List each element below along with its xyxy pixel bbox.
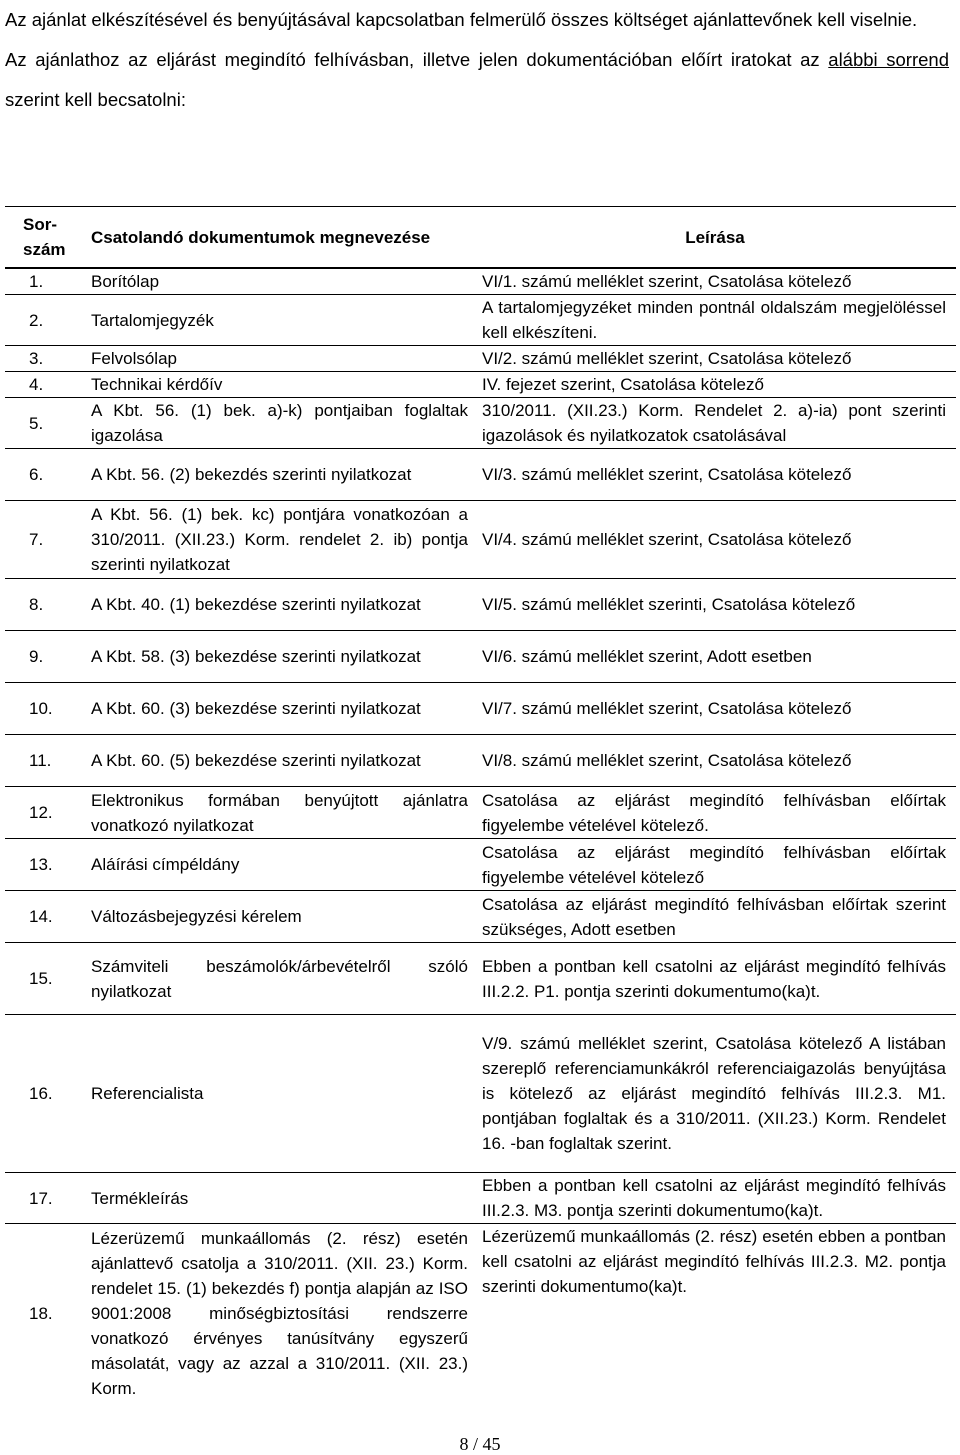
documents-table <box>5 206 956 1404</box>
page-number: 8 / 45 <box>459 1434 501 1454</box>
intro-paragraph-1: Az ajánlat elkészítésével és benyújtásával kapcsolatban felmerülő összes költséget ajánlattevőnek kell viselnie. <box>5 9 918 30</box>
row-description: VI/8. számú melléklet szerint, Csatolása kötelező <box>482 751 852 770</box>
intro-paragraph-2-start: Az ajánlathoz az eljárást megindító felhívásban, illetve jelen dokumentációban előírt iratokat az <box>5 49 829 70</box>
intro-text <box>5 0 949 120</box>
row-description: Csatolása az eljárást megindító felhívásban előírtak figyelembe vételével kötelező. <box>482 790 946 835</box>
row-number: 10. <box>29 699 53 718</box>
intro-paragraph-2-end: szerint kell becsatolni: <box>5 89 186 110</box>
row-description: VI/1. számú melléklet szerint, Csatolása kötelező <box>482 272 852 291</box>
row-document-name: Tartalomjegyzék <box>91 310 214 330</box>
header-serial-number: Sor-szám <box>5 207 77 269</box>
row-description: Ebben a pontban kell csatolni az eljárást megindító felhívás III.2.3. M3. pontja szerinti dokumentumo(ka)t. <box>482 1176 946 1220</box>
header-document-name: Csatolandó dokumentumok megnevezése <box>77 207 474 269</box>
row-description: VI/4. számú melléklet szerint, Csatolása kötelező <box>482 530 852 549</box>
table-row <box>5 579 956 631</box>
row-description: V/9. számú melléklet szerint, Csatolása kötelező A listában szereplő referenciamunkákról referenciaigazolás benyújtása is kötelező az eljárást megindító felhívás III.2.3. M1. pontjában foglaltak és a 310/2011. (XII.23.) Korm. Rendelet 16. -ban foglaltak szerint. <box>482 1034 946 1153</box>
row-number: 6. <box>29 465 44 484</box>
table-row <box>5 891 956 943</box>
row-number: 15. <box>29 969 53 988</box>
header-description: Leírása <box>474 207 956 269</box>
row-number: 13. <box>29 855 53 874</box>
table-row <box>5 268 956 295</box>
row-number: 18. <box>29 1304 53 1324</box>
row-number: 8. <box>29 595 44 614</box>
table-row <box>5 501 956 579</box>
table-row <box>5 346 956 372</box>
row-document-name: A Kbt. 56. (2) bekezdés szerinti nyilatkozat <box>91 465 412 484</box>
row-document-name: Számviteli beszámolók/árbevételről szóló nyilatkozat <box>91 956 468 1001</box>
row-document-name: A Kbt. 60. (5) bekezdése szerinti nyilatkozat <box>91 751 421 770</box>
row-number: 11. <box>29 751 52 770</box>
row-document-name: Felvolsólap <box>91 349 177 368</box>
row-document-name: A Kbt. 40. (1) bekezdése szerinti nyilatkozat <box>91 595 421 614</box>
row-document-name: A Kbt. 56. (1) bek. a)-k) pontjaiban foglaltak igazolása <box>91 401 468 445</box>
row-description: VI/3. számú melléklet szerint, Csatolása kötelező <box>482 465 852 484</box>
row-description: IV. fejezet szerint, Csatolása kötelező <box>482 375 764 394</box>
row-document-name: Termékleírás <box>91 1188 189 1208</box>
row-number: 14. <box>29 907 53 926</box>
table-row <box>5 683 956 735</box>
table-row <box>5 372 956 398</box>
table-row <box>5 398 956 449</box>
row-description: VI/7. számú melléklet szerint, Csatolása kötelező <box>482 699 852 718</box>
row-description: Csatolása az eljárást megindító felhívásban előírtak figyelembe vételével kötelező <box>482 842 946 887</box>
table-row <box>5 839 956 891</box>
table-row <box>5 1173 956 1224</box>
table-row <box>5 1015 956 1173</box>
row-number: 9. <box>29 647 44 666</box>
row-description: VI/5. számú melléklet szerinti, Csatolása kötelező <box>482 595 856 614</box>
row-description: Csatolása az eljárást megindító felhívásban előírtak szerint szükséges, Adott esetben <box>482 894 946 939</box>
table-row <box>5 1224 956 1404</box>
row-number: 3. <box>29 349 44 368</box>
row-description: VI/6. számú melléklet szerint, Adott esetben <box>482 647 812 666</box>
row-document-name: Referencialista <box>91 1084 204 1103</box>
row-document-name: Elektronikus formában benyújtott ajánlatra vonatkozó nyilatkozat <box>91 790 468 835</box>
row-document-name: Változásbejegyzési kérelem <box>91 907 302 926</box>
row-document-name: Technikai kérdőív <box>91 375 223 394</box>
table-row <box>5 449 956 501</box>
row-number: 12. <box>29 803 53 822</box>
row-document-name: Borítólap <box>91 272 160 291</box>
row-document-name: A Kbt. 58. (3) bekezdése szerinti nyilatkozat <box>91 647 421 666</box>
row-number: 16. <box>29 1084 53 1103</box>
row-description: VI/2. számú melléklet szerint, Csatolása kötelező <box>482 349 852 368</box>
row-document-name: A Kbt. 56. (1) bek. kc) pontjára vonatkozóan a 310/2011. (XII.23.) Korm. rendelet 2. ib) pontja szerinti nyilatkozat <box>91 505 468 574</box>
table-header-row <box>5 207 956 269</box>
intro-paragraph-2-underlined: alábbi sorrend <box>828 49 949 70</box>
table-row <box>5 787 956 839</box>
row-number: 5. <box>29 413 44 433</box>
row-description: 310/2011. (XII.23.) Korm. Rendelet 2. a)-ia) pont szerinti igazolások és nyilatkozatok csatolásával <box>482 401 946 445</box>
row-number: 7. <box>29 530 44 549</box>
row-document-name: A Kbt. 60. (3) bekezdése szerinti nyilatkozat <box>91 699 421 718</box>
row-description: Lézerüzemű munkaállomás (2. rész) esetén ebben a pontban kell csatolni az eljárást megindító felhívás III.2.3. M2. pontja szerinti dokumentumo(ka)t. <box>482 1227 946 1296</box>
intro-paragraph-2 <box>5 40 949 120</box>
row-number: 2. <box>29 310 44 330</box>
row-document-name: Lézerüzemű munkaállomás (2. rész) esetén ajánlattevő csatolja a 310/2011. (XII. 23.) Korm. rendelet 15. (1) bekezdés f) pontja alapján az ISO 9001:2008 minőségbiztosítási rendszerre vonatkozó érvényes tanúsítvány egyszerű másolatát, vagy az azzal a 310/2011. (XII. 23.) Korm. <box>91 1229 468 1399</box>
row-number: 4. <box>29 375 44 394</box>
row-description: Ebben a pontban kell csatolni az eljárást megindító felhívás III.2.2. P1. pontja szerinti dokumentumo(ka)t. <box>482 956 946 1001</box>
table-row <box>5 631 956 683</box>
row-document-name: Aláírási címpéldány <box>91 855 240 874</box>
table-row <box>5 295 956 346</box>
row-description: A tartalomjegyzéket minden pontnál oldalszám megjelöléssel kell elkészíteni. <box>482 298 946 342</box>
row-number: 17. <box>29 1188 53 1208</box>
table-row <box>5 735 956 787</box>
row-number: 1. <box>29 272 44 291</box>
table-row <box>5 943 956 1015</box>
